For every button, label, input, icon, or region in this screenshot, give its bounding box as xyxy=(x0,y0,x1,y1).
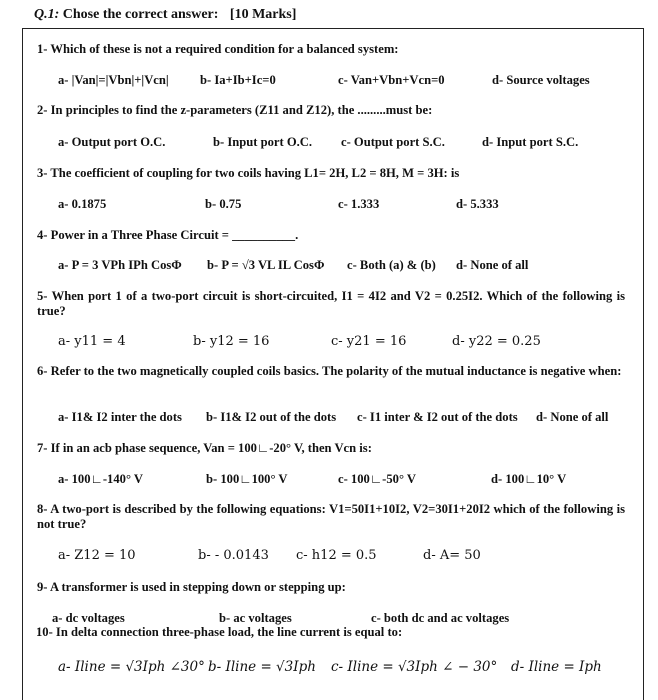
q1-option-b[interactable]: b- Ia+Ib+Ic=0 xyxy=(200,73,276,87)
q1-option-a[interactable]: a- |Van|=|Vbn|+|Vcn| xyxy=(58,73,169,87)
q8-option-c[interactable]: c- h12 = 0.5 xyxy=(296,548,377,563)
q6-option-a[interactable]: a- I1& I2 inter the dots xyxy=(58,410,182,424)
q3-option-a[interactable]: a- 0.1875 xyxy=(58,197,107,211)
q9-option-c[interactable]: c- both dc and ac voltages xyxy=(371,611,510,625)
question-8-text: 8- A two-port is described by the following equations: V1=50I1+10I2, V2=30I1+20I2 which of the following is not true? xyxy=(37,502,625,531)
q2-option-c[interactable]: c- Output port S.C. xyxy=(341,135,445,149)
question-4-text: 4- Power in a Three Phase Circuit = __________. xyxy=(37,228,299,242)
frame-left-border xyxy=(22,28,23,700)
q3-option-b[interactable]: b- 0.75 xyxy=(205,197,242,211)
q4-option-c[interactable]: c- Both (a) & (b) xyxy=(347,258,436,272)
q7-option-b[interactable]: b- 100∟100° V xyxy=(206,472,288,486)
q7-option-c[interactable]: c- 100∟-50° V xyxy=(338,472,416,486)
question-3-text: 3- The coefficient of coupling for two coils having L1= 2H, L2 = 8H, M = 3H: is xyxy=(37,166,460,180)
question-9-text: 9- A transformer is used in stepping down or stepping up: xyxy=(37,580,346,594)
question-2-text: 2- In principles to find the z-parameters (Z11 and Z12), the .........must be: xyxy=(37,103,433,117)
q2-option-a[interactable]: a- Output port O.C. xyxy=(58,135,166,149)
q5-option-d[interactable]: d- y22 = 0.25 xyxy=(452,334,541,349)
question-1-text: 1- Which of these is not a required condition for a balanced system: xyxy=(37,42,399,56)
q10-option-c[interactable]: c- Iline = √3Iph ∠ − 30° xyxy=(331,659,498,675)
q4-option-d[interactable]: d- None of all xyxy=(456,258,529,272)
q4-option-a[interactable]: a- P = 3 VPh IPh CosΦ xyxy=(58,258,182,272)
frame-top-border xyxy=(22,28,644,29)
q2-option-d[interactable]: d- Input port S.C. xyxy=(482,135,579,149)
q7-option-d[interactable]: d- 100∟10° V xyxy=(491,472,567,486)
q8-option-d[interactable]: d- A= 50 xyxy=(423,548,481,563)
frame-right-border xyxy=(643,28,644,700)
question-7-text: 7- If in an acb phase sequence, Van = 100∟-20° V, then Vcn is: xyxy=(37,441,372,455)
section-title: Chose the correct answer: xyxy=(62,7,219,22)
question-number: Q.1: xyxy=(34,7,60,22)
marks-label: [10 Marks] xyxy=(229,7,297,22)
question-10-text: 10- In delta connection three-phase load, the line current is equal to: xyxy=(36,625,403,639)
q8-option-b[interactable]: b- - 0.0143 xyxy=(198,548,269,563)
q10-option-a[interactable]: a- Iline = √3Iph ∠30° xyxy=(58,659,205,675)
q9-option-b[interactable]: b- ac voltages xyxy=(219,611,292,625)
q5-option-a[interactable]: a- y11 = 4 xyxy=(58,334,126,349)
q1-option-c[interactable]: c- Van+Vbn+Vcn=0 xyxy=(338,73,445,87)
q4-option-b[interactable]: b- P = √3 VL IL CosΦ xyxy=(207,258,325,272)
q2-option-b[interactable]: b- Input port O.C. xyxy=(213,135,313,149)
q7-option-a[interactable]: a- 100∟-140° V xyxy=(58,472,143,486)
q3-option-c[interactable]: c- 1.333 xyxy=(338,197,380,211)
q8-option-a[interactable]: a- Z12 = 10 xyxy=(58,548,136,563)
q6-option-d[interactable]: d- None of all xyxy=(536,410,609,424)
q9-option-a[interactable]: a- dc voltages xyxy=(52,611,125,625)
q3-option-d[interactable]: d- 5.333 xyxy=(456,197,499,211)
q6-option-c[interactable]: c- I1 inter & I2 out of the dots xyxy=(357,410,518,424)
q6-option-b[interactable]: b- I1& I2 out of the dots xyxy=(206,410,337,424)
q1-option-d[interactable]: d- Source voltages xyxy=(492,73,590,87)
q5-option-c[interactable]: c- y21 = 16 xyxy=(331,334,407,349)
q5-option-b[interactable]: b- y12 = 16 xyxy=(193,334,270,349)
q10-option-d[interactable]: d- Iline = Iph xyxy=(511,659,602,675)
section-header xyxy=(34,7,296,23)
question-6-text: 6- Refer to the two magnetically coupled coils basics. The polarity of the mutual inductance is negative when: xyxy=(37,364,622,378)
question-5-text: 5- When port 1 of a two-port circuit is short-circuited, I1 = 4I2 and V2 = 0.25I2. Which of the following is true? xyxy=(37,289,625,318)
q10-option-b[interactable]: b- Iline = √3Iph xyxy=(208,659,316,675)
